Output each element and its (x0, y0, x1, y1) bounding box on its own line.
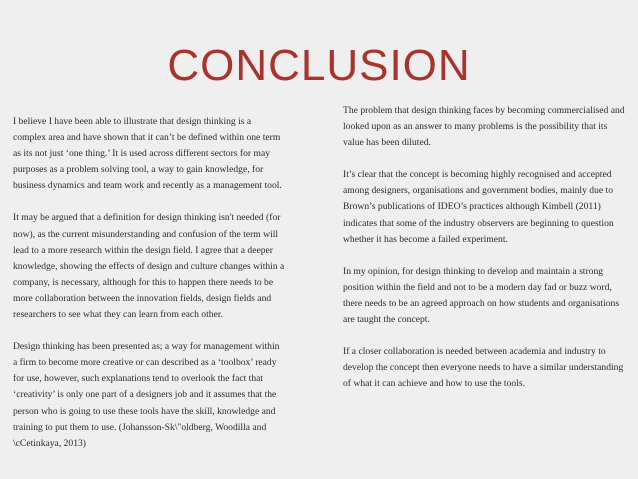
right-paragraph-4: If a closer collaboration is needed between academia and industry to develop the concept then everyone needs to have a similar understanding of what it can achieve and how to use the tools. (343, 346, 624, 390)
right-paragraph-2: It’s clear that the concept is becoming highly recognised and accepted among designers, organisations and government bodies, mainly due to Brown’s publications of IDEO’s practices although Kimbell (2011) indicates that some of the industry observers are beginning to question whether it has become a failed experiment. (343, 169, 614, 245)
right-paragraph-3: In my opinion, for design thinking to develop and maintain a strong position within the field and not to be a modern day fad or buzz word, there needs to be an agreed approach on how students and organisations are taught the concept. (343, 265, 620, 326)
right-column (343, 103, 628, 408)
right-paragraph-1: The problem that design thinking faces by becoming commercialised and looked upon as an answer to many problems is the possibility that its value has been diluted. (343, 105, 625, 149)
slide-title: CONCLUSION (167, 41, 471, 90)
left-paragraph-3: Design thinking has been presented as; a way for management within a firm to become more creative or can described as a ‘toolbox’ ready for use, however, such explanations tend to overlook the fact that ‘creativity’ is only one part of a designers job and it assumes that the person who is going to use these tools have the skill, knowledge and training to put them to use. (Johansson-Sk\"oldberg, Woodilla and \cCetinkaya, 2013) (13, 341, 280, 449)
left-column (13, 114, 285, 468)
left-paragraph-2: It may be argued that a definition for design thinking isn't needed (for now), as the current misunderstanding and confusion of the term will lead to a more research within the design field. I agree that a deeper knowledge, showing the effects of design and culture changes within a company, is necessary, although for this to happen there needs to be more collaboration between the innovation fields, design fields and researchers to see what they can learn from each other. (13, 212, 285, 321)
left-paragraph-1: I believe I have been able to illustrate that design thinking is a complex area and have shown that it can’t be defined within one term as its not just ‘one thing.’ It is used across different sectors for may purposes as a problem solving tool, a way to gain knowledge, for business dynamics and team work and recently as a management tool. (13, 116, 282, 192)
